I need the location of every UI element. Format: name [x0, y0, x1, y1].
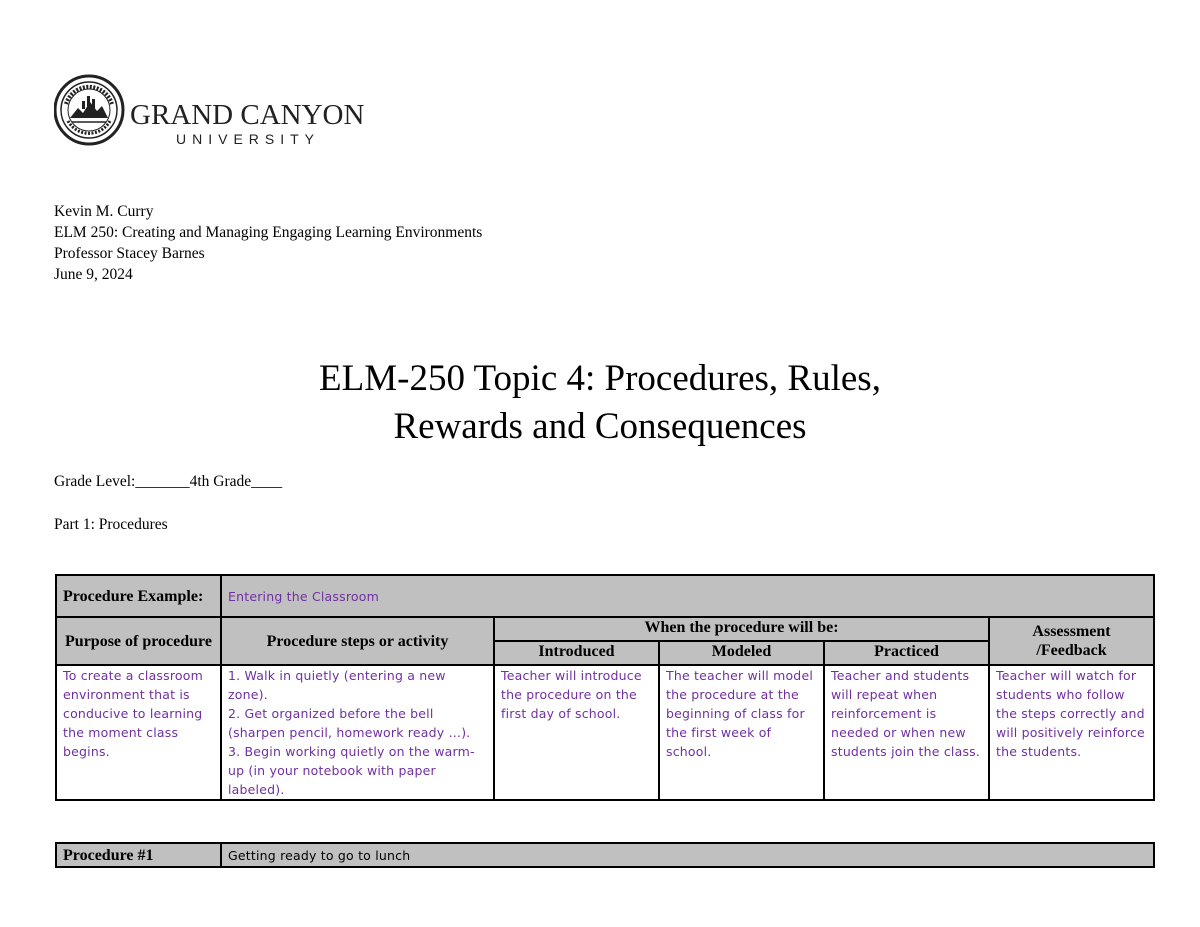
step-1: 1. Walk in quietly (entering a new zone). [228, 668, 446, 702]
university-logo [54, 74, 384, 146]
modeled-cell: The teacher will model the procedure at the beginning of class for the first week of school. [659, 665, 824, 800]
example-label-cell [56, 575, 221, 617]
introduced-cell: Teacher will introduce the procedure on the first day of school. [494, 665, 659, 800]
example-name: Entering the Classroom [228, 588, 379, 604]
procedure-1-label: Procedure #1 [56, 843, 221, 867]
course-name: ELM 250: Creating and Managing Engaging Learning Environments [54, 224, 483, 241]
assessment-header [989, 617, 1154, 665]
procedure-1-table [55, 842, 1155, 868]
title-line-2: Rewards and Consequences [393, 406, 807, 447]
author-name: Kevin M. Curry [54, 203, 154, 220]
example-label: Procedure Example: [63, 587, 204, 605]
when-header [494, 617, 989, 641]
logo-name-line2: UNIVERSITY [176, 131, 321, 146]
modeled-header: Modeled [659, 641, 824, 665]
procedure-1-value: Getting ready to go to lunch [221, 843, 1154, 867]
practiced-cell: Teacher and students will repeat when reinforcement is needed or when new students join the class. [824, 665, 989, 800]
document-header [54, 201, 482, 285]
grade-level: Grade Level:_______4th Grade____ [54, 473, 283, 490]
example-name-cell [221, 575, 1154, 617]
page-title [0, 355, 1200, 451]
university-seal-icon [55, 76, 123, 144]
introduced-header: Introduced [494, 641, 659, 665]
when-header-text: When the procedure will be: [644, 619, 839, 636]
procedure-example-table [55, 574, 1155, 801]
professor-name: Professor Stacey Barnes [54, 245, 205, 262]
document-date: June 9, 2024 [54, 266, 133, 283]
step-2: 2. Get organized before the bell (sharpen pencil, homework ready …). [228, 706, 471, 740]
steps-cell [221, 665, 494, 800]
purpose-header [56, 617, 221, 665]
steps-header [221, 617, 494, 665]
assessment-cell: Teacher will watch for students who follow the steps correctly and will positively reinforce the students. [989, 665, 1154, 800]
logo-name-line1: GRAND CANYON [130, 99, 365, 131]
assessment-header-text: Assessment /Feedback [1032, 623, 1111, 659]
title-line-1: ELM-250 Topic 4: Procedures, Rules, [319, 358, 881, 399]
purpose-cell: To create a classroom environment that is conducive to learning the moment class begins. [56, 665, 221, 800]
step-3: 3. Begin working quietly on the warm-up (in your notebook with paper labeled). [228, 744, 475, 797]
purpose-header-text: Purpose of procedure [65, 632, 212, 650]
practiced-header: Practiced [824, 641, 989, 665]
steps-header-text: Procedure steps or activity [266, 632, 449, 650]
part-heading: Part 1: Procedures [54, 516, 168, 533]
